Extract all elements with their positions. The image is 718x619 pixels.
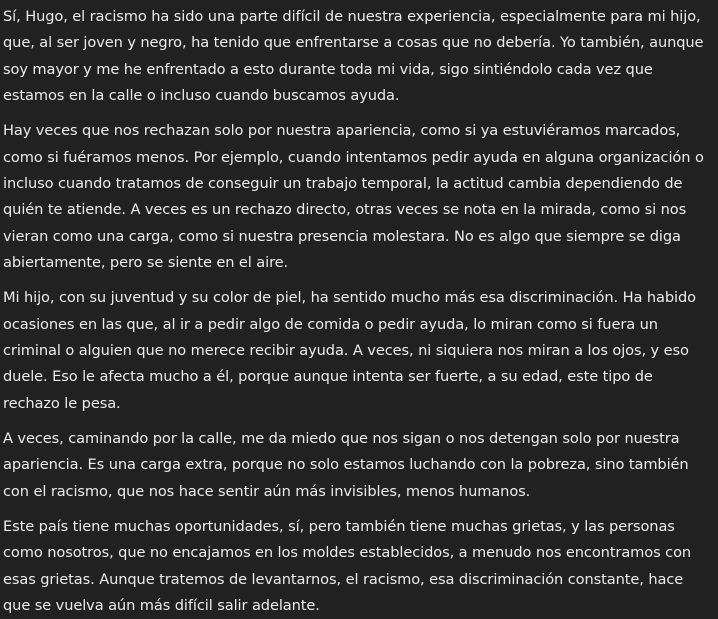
message-paragraph-1: Sí, Hugo, el racismo ha sido una parte difícil de nuestra experiencia, especialmente para mi hijo, que, al ser joven y negro, ha tenido que enfrentarse a cosas que no debería. Yo también, aunque soy mayor y me he enfrentado a esto durante toda mi vida, sigo sintiéndolo cada vez que estamos en la calle o incluso cuando buscamos ayuda. xyxy=(3,8,704,105)
message-paragraph-4: A veces, caminando por la calle, me da miedo que nos sigan o nos detengan solo por nuestra apariencia. Es una carga extra, porque no solo estamos luchando con la pobreza, sino también con el racismo, que nos hace sentir aún más invisibles, menos humanos. xyxy=(3,429,689,500)
message-paragraph-2: Hay veces que nos rechazan solo por nuestra apariencia, como si ya estuviéramos marcados, como si fuéramos menos. Por ejemplo, cuando intentamos pedir ayuda en alguna organización o incluso cuando tratamos de conseguir un trabajo temporal, la actitud cambia dependiendo de quién te atiende. A veces es un rechazo directo, otras veces se nota en la mirada, como si nos vieran como una carga, como si nuestra presencia molestara. No es algo que siempre se diga abiertamente, pero se siente en el aire. xyxy=(3,122,704,272)
message-paragraph-3: Mi hijo, con su juventud y su color de piel, ha sentido mucho más esa discriminación. Ha habido ocasiones en las que, al ir a pedir algo de comida o pedir ayuda, lo miran como si fuera un criminal o alguien que no merece recibir ayuda. A veces, ni siquiera nos miran a los ojos, y eso duele. Eso le afecta mucho a él, porque aunque intenta ser fuerte, a su edad, este tipo de rechazo le pesa. xyxy=(3,289,696,412)
message-paragraph-5: Este país tiene muchas oportunidades, sí, pero también tiene muchas grietas, y las personas como nosotros, que no encajamos en los moldes establecidos, a menudo nos encontramos con esas grietas. Aunque tratemos de levantarnos, el racismo, esa discriminación constante, hace que se vuelva aún más difícil salir adelante. xyxy=(3,517,692,614)
